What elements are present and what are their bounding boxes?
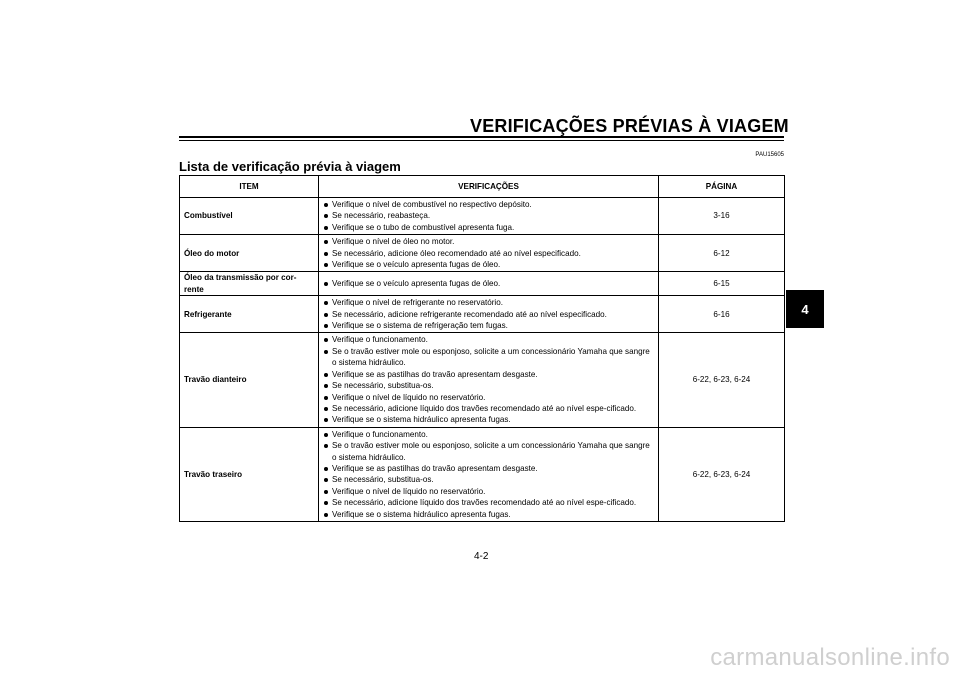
- check-item: [323, 236, 656, 247]
- check-text: Se necessário, adicione líquido dos travões recomendado até ao nível espe-cificado.: [332, 498, 637, 508]
- check-text: Verifique se as pastilhas do travão apresentam desgaste.: [332, 369, 538, 379]
- check-item: [323, 369, 656, 380]
- title-rule-thick: [179, 136, 784, 138]
- checks-cell: [319, 235, 659, 272]
- page-reference: 6-22, 6-23, 6-24: [659, 333, 785, 427]
- bullet-icon: [324, 252, 328, 256]
- checks-cell: [319, 198, 659, 235]
- bullet-icon: [324, 407, 328, 411]
- check-item: [323, 346, 656, 369]
- checks-cell: [319, 296, 659, 333]
- bullet-icon: [324, 467, 328, 471]
- column-header-checks: VERIFICAÇÕES: [319, 176, 659, 198]
- table-row: [180, 272, 785, 296]
- bullet-icon: [324, 324, 328, 328]
- bullet-icon: [324, 418, 328, 422]
- check-text: Verifique se as pastilhas do travão apresentam desgaste.: [332, 463, 538, 473]
- check-text: Se o travão estiver mole ou esponjoso, solicite a um concessionário Yamaha que sangre o sistema hidráulico.: [332, 441, 650, 462]
- table-row: [180, 198, 785, 235]
- bullet-icon: [324, 513, 328, 517]
- bullet-icon: [324, 478, 328, 482]
- bullet-icon: [324, 384, 328, 388]
- watermark[interactable]: carmanualsonline.info: [710, 644, 950, 671]
- check-text: Verifique o nível de líquido no reservatório.: [332, 486, 486, 496]
- check-text: Se necessário, reabasteça.: [332, 211, 431, 221]
- checklist-table: [179, 175, 785, 522]
- table-body: [180, 198, 785, 522]
- check-item: [323, 259, 656, 270]
- check-item: [323, 309, 656, 320]
- check-text: Verifique se o sistema hidráulico apresenta fugas.: [332, 509, 511, 519]
- checks-list: [323, 297, 656, 331]
- check-text: Verifique se o sistema hidráulico apresenta fugas.: [332, 415, 511, 425]
- section-code: PAU15605: [755, 152, 784, 158]
- page-reference: 6-22, 6-23, 6-24: [659, 427, 785, 521]
- table-row: [180, 333, 785, 427]
- check-item: [323, 429, 656, 440]
- check-item: [323, 320, 656, 331]
- page-title: VERIFICAÇÕES PRÉVIAS À VIAGEM: [470, 116, 789, 136]
- check-text: Verifique o nível de óleo no motor.: [332, 237, 455, 247]
- page-number: 4-2: [474, 551, 489, 562]
- check-item: [323, 199, 656, 210]
- check-item: [323, 463, 656, 474]
- check-item: [323, 486, 656, 497]
- item-name: Óleo da transmissão por cor-rente: [180, 272, 319, 296]
- check-text: Se necessário, adicione refrigerante recomendado até ao nível especificado.: [332, 309, 607, 319]
- bullet-icon: [324, 203, 328, 207]
- bullet-icon: [324, 282, 328, 286]
- check-item: [323, 474, 656, 485]
- check-item: [323, 210, 656, 221]
- item-name: Travão dianteiro: [180, 333, 319, 427]
- bullet-icon: [324, 433, 328, 437]
- table-header-row: [180, 176, 785, 198]
- check-text: Verifique se o sistema de refrigeração tem fugas.: [332, 321, 508, 331]
- bullet-icon: [324, 373, 328, 377]
- chapter-tab: 4: [786, 290, 824, 328]
- table-row: [180, 296, 785, 333]
- check-item: [323, 222, 656, 233]
- checks-cell: [319, 333, 659, 427]
- title-rule-thin: [179, 140, 784, 141]
- check-text: Verifique o funcionamento.: [332, 429, 428, 439]
- check-text: Se necessário, substitua-os.: [332, 381, 434, 391]
- bullet-icon: [324, 313, 328, 317]
- check-item: [323, 380, 656, 391]
- check-item: [323, 392, 656, 403]
- bullet-icon: [324, 350, 328, 354]
- check-text: Se necessário, substitua-os.: [332, 475, 434, 485]
- check-text: Se necessário, adicione óleo recomendado até ao nível especificado.: [332, 248, 581, 258]
- checks-list: [323, 429, 656, 520]
- check-item: [323, 278, 656, 289]
- table-row: [180, 427, 785, 521]
- check-text: Se o travão estiver mole ou esponjoso, solicite a um concessionário Yamaha que sangre o sistema hidráulico.: [332, 346, 650, 368]
- check-text: Verifique o nível de refrigerante no reservatório.: [332, 298, 503, 308]
- bullet-icon: [324, 263, 328, 267]
- item-name: Combustível: [180, 198, 319, 235]
- checks-cell: [319, 427, 659, 521]
- check-text: Verifique o nível de líquido no reservatório.: [332, 392, 486, 402]
- check-item: [323, 248, 656, 259]
- column-header-page: PÁGINA: [659, 176, 785, 198]
- check-item: [323, 497, 656, 508]
- bullet-icon: [324, 214, 328, 218]
- checks-list: [323, 236, 656, 270]
- check-text: Verifique se o tubo de combustível apresenta fuga.: [332, 222, 515, 232]
- check-item: [323, 403, 656, 414]
- checks-cell: [319, 272, 659, 296]
- page-reference: 6-16: [659, 296, 785, 333]
- page-reference: 6-12: [659, 235, 785, 272]
- check-item: [323, 297, 656, 308]
- check-item: [323, 334, 656, 345]
- checks-list: [323, 334, 656, 425]
- bullet-icon: [324, 501, 328, 505]
- bullet-icon: [324, 444, 328, 448]
- check-text: Verifique o nível de combustível no respectivo depósito.: [332, 200, 532, 209]
- bullet-icon: [324, 490, 328, 494]
- page-reference: 6-15: [659, 272, 785, 296]
- checks-list: [323, 278, 656, 289]
- check-text: Verifique o funcionamento.: [332, 335, 428, 345]
- check-item: [323, 414, 656, 425]
- item-name: Óleo do motor: [180, 235, 319, 272]
- section-heading: Lista de verificação prévia à viagem: [179, 159, 401, 174]
- bullet-icon: [324, 240, 328, 244]
- bullet-icon: [324, 338, 328, 342]
- check-text: Verifique se o veículo apresenta fugas de óleo.: [332, 279, 501, 289]
- check-item: [323, 509, 656, 520]
- item-name: Travão traseiro: [180, 427, 319, 521]
- checks-list: [323, 199, 656, 233]
- item-name: Refrigerante: [180, 296, 319, 333]
- check-text: Se necessário, adicione líquido dos travões recomendado até ao nível espe-cificado.: [332, 403, 637, 413]
- check-item: [323, 440, 656, 463]
- table-row: [180, 235, 785, 272]
- bullet-icon: [324, 301, 328, 305]
- bullet-icon: [324, 396, 328, 400]
- page-reference: 3-16: [659, 198, 785, 235]
- column-header-item: ITEM: [180, 176, 319, 198]
- check-text: Verifique se o veículo apresenta fugas de óleo.: [332, 260, 501, 270]
- bullet-icon: [324, 226, 328, 230]
